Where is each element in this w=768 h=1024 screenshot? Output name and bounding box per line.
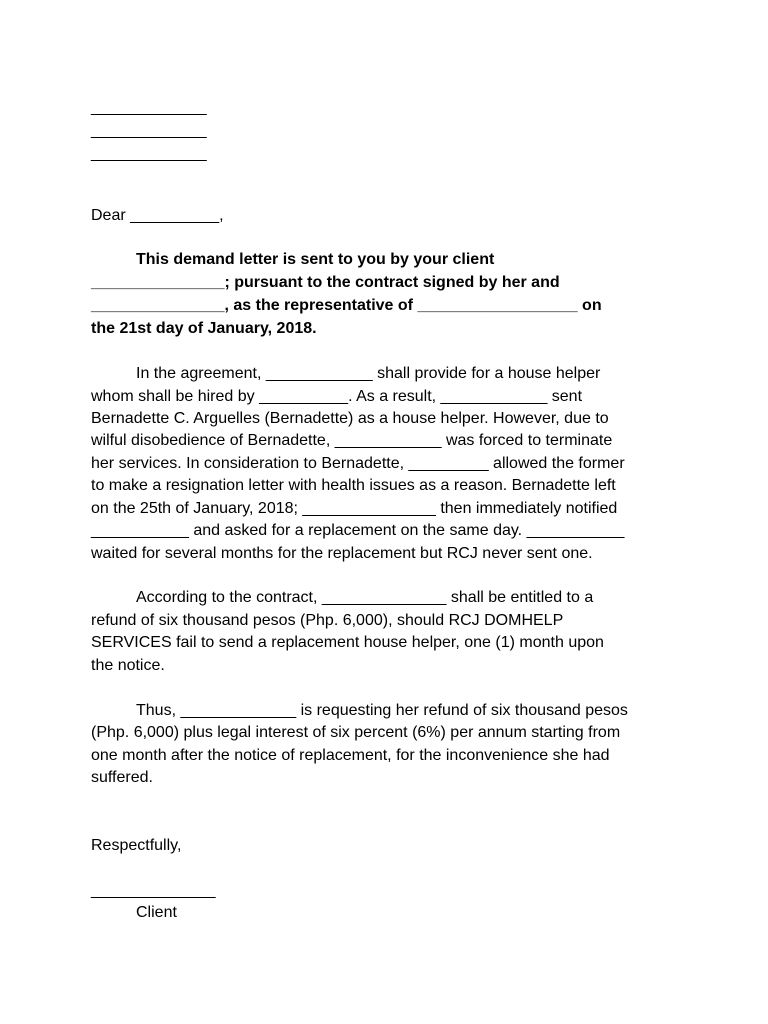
closing: Respectfully, (91, 837, 182, 854)
address-line-2: _____________ (91, 122, 207, 139)
paragraph2-line-2: whom shall be hired by __________. As a result, ____________ sent (91, 388, 583, 405)
paragraph1-line-4: the 21st day of January, 2018. (91, 320, 317, 337)
paragraph1-line-1: This demand letter is sent to you by your client (136, 251, 495, 268)
paragraph3-line-1: According to the contract, ______________ shall be entitled to a (136, 589, 594, 606)
paragraph2-line-9: waited for several months for the replacement but RCJ never sent one. (91, 545, 593, 562)
paragraph3-line-2: refund of six thousand pesos (Php. 6,000), should RCJ DOMHELP (91, 612, 564, 629)
address-line-3: _____________ (91, 145, 207, 162)
paragraph2-line-5: her services. In consideration to Bernadette, _________ allowed the former (91, 455, 625, 472)
paragraph2-line-1: In the agreement, ____________ shall provide for a house helper (136, 365, 601, 382)
paragraph4-line-2: (Php. 6,000) plus legal interest of six percent (6%) per annum starting from (91, 724, 621, 741)
paragraph2-line-3: Bernadette C. Arguelles (Bernadette) as a house helper. However, due to (91, 410, 609, 427)
paragraph4-line-1: Thus, _____________ is requesting her refund of six thousand pesos (136, 702, 628, 719)
paragraph1-line-3: _______________, as the representative of __________________ on (91, 297, 602, 314)
paragraph4-line-3: one month after the notice of replacement, for the inconvenience she had (91, 747, 610, 764)
signature-label: Client (136, 904, 177, 921)
paragraph3-line-4: the notice. (91, 657, 165, 674)
paragraph2-line-4: wilful disobedience of Bernadette, ____________ was forced to terminate (91, 432, 613, 449)
paragraph1-line-2: _______________; pursuant to the contract signed by her and (91, 274, 560, 291)
salutation: Dear __________, (91, 207, 224, 224)
paragraph2-line-6: to make a resignation letter with health issues as a reason. Bernadette left (91, 477, 616, 494)
paragraph4-line-4: suffered. (91, 769, 153, 786)
address-line-1: _____________ (91, 99, 207, 116)
paragraph3-line-3: SERVICES fail to send a replacement house helper, one (1) month upon (91, 634, 604, 651)
paragraph2-line-7: on the 25th of January, 2018; _______________ then immediately notified (91, 500, 618, 517)
paragraph2-line-8: ___________ and asked for a replacement on the same day. ___________ (91, 522, 625, 539)
signature-line: ______________ (91, 882, 216, 899)
